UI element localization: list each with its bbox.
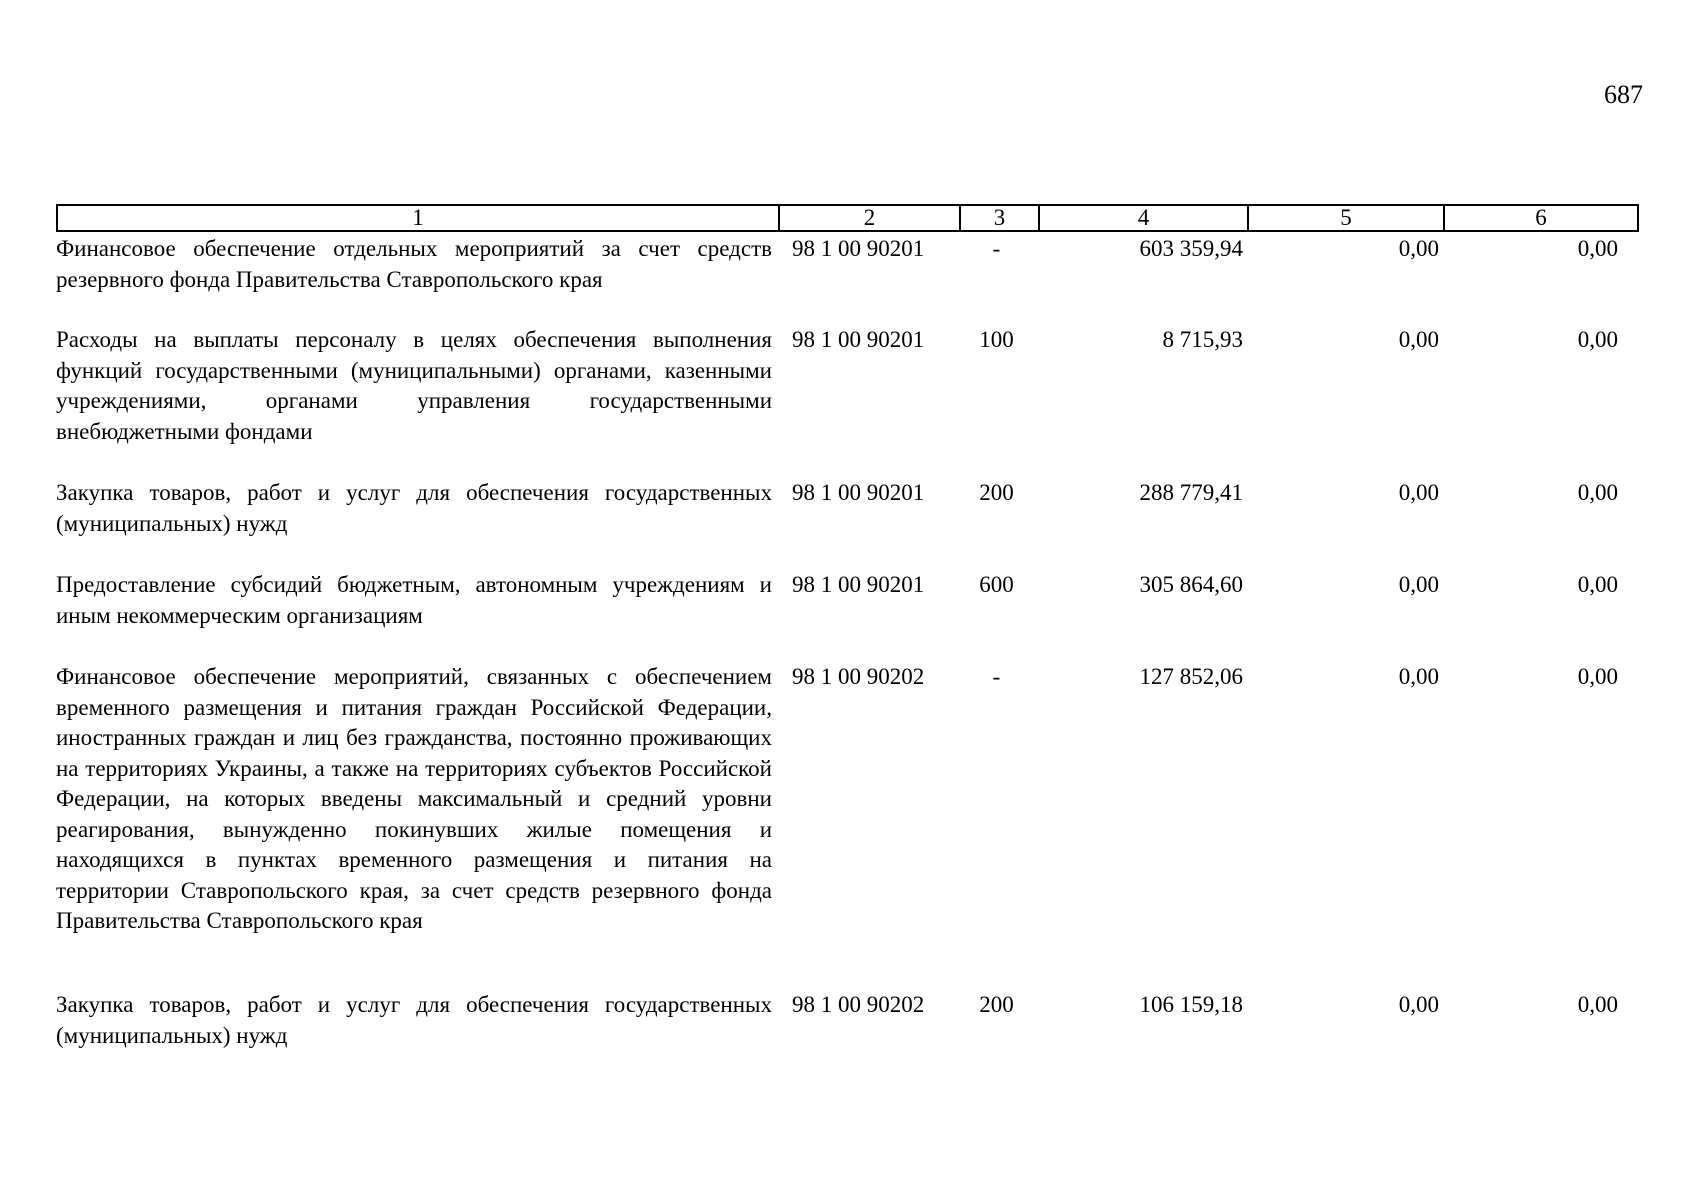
row-description: Закупка товаров, работ и услуг для обеспечения государственных (муниципальных) нужд (56, 992, 772, 1048)
row-type: 100 (979, 327, 1014, 352)
table-row (56, 478, 1639, 570)
table-row (56, 990, 1639, 1060)
row-code: 98 1 00 90201 (792, 480, 925, 505)
table-header (56, 204, 1639, 232)
row-value-1: 288 779,41 (1139, 480, 1243, 505)
row-description: Закупка товаров, работ и услуг для обеспечения государственных (муниципальных) нужд (56, 480, 772, 536)
row-description: Расходы на выплаты персоналу в целях обеспечения выполнения функций государственными (муниципальными) органами, казенными учреждениями, органами управления государственными внебюджетными фондами (56, 327, 772, 444)
row-type: 200 (979, 992, 1014, 1017)
row-value-1: 127 852,06 (1139, 664, 1243, 689)
row-code: 98 1 00 90202 (792, 664, 925, 689)
row-value-3: 0,00 (1577, 664, 1618, 689)
row-type: - (992, 664, 1001, 689)
column-header-3: 3 (959, 206, 1038, 230)
table-row (56, 325, 1639, 478)
row-type: 600 (979, 572, 1014, 597)
row-value-1: 8 715,93 (1162, 327, 1243, 352)
row-code: 98 1 00 90201 (792, 327, 925, 352)
row-value-2: 0,00 (1398, 664, 1439, 689)
row-value-1: 603 359,94 (1139, 236, 1243, 261)
row-value-3: 0,00 (1577, 327, 1618, 352)
row-value-3: 0,00 (1577, 480, 1618, 505)
row-value-2: 0,00 (1398, 327, 1439, 352)
row-value-3: 0,00 (1577, 992, 1618, 1017)
table-body (56, 234, 1639, 1060)
column-header-6: 6 (1443, 206, 1637, 230)
row-value-1: 305 864,60 (1139, 572, 1243, 597)
row-description: Финансовое обеспечение отдельных мероприятий за счет средств резервного фонда Правительства Ставропольского края (56, 236, 772, 292)
row-value-3: 0,00 (1577, 572, 1618, 597)
row-type: - (992, 236, 1001, 261)
row-value-2: 0,00 (1398, 992, 1439, 1017)
row-code: 98 1 00 90202 (792, 992, 925, 1017)
row-value-3: 0,00 (1577, 236, 1618, 261)
column-header-1: 1 (412, 205, 424, 230)
row-description: Финансовое обеспечение мероприятий, связанных с обеспечением временного размещения и питания граждан Российской Федерации, иностранных граждан и лиц без гражданства, постоянно проживающих на территориях Украины, а также на территориях субъектов Российской Федерации, на которых введены максимальный и средний уровни реагирования, вынужденно покинувших жилые помещения и находящихся в пунктах временного размещения и питания на территории Ставропольского края, за счет средств резервного фонда Правительства Ставропольского края (56, 664, 772, 933)
row-value-2: 0,00 (1398, 572, 1439, 597)
row-code: 98 1 00 90201 (792, 572, 925, 597)
table-row (56, 570, 1639, 662)
table-row (56, 662, 1639, 990)
page-number: 687 (1604, 80, 1643, 109)
row-code: 98 1 00 90201 (792, 236, 925, 261)
column-header-4: 4 (1038, 206, 1247, 230)
row-value-2: 0,00 (1398, 480, 1439, 505)
row-value-1: 106 159,18 (1139, 992, 1243, 1017)
row-description: Предоставление субсидий бюджетным, автономным учреждениям и иным некоммерческим организациям (56, 572, 772, 628)
row-value-2: 0,00 (1398, 236, 1439, 261)
table-row (56, 234, 1639, 325)
column-header-5: 5 (1247, 206, 1443, 230)
row-type: 200 (979, 480, 1014, 505)
column-header-2: 2 (778, 206, 959, 230)
